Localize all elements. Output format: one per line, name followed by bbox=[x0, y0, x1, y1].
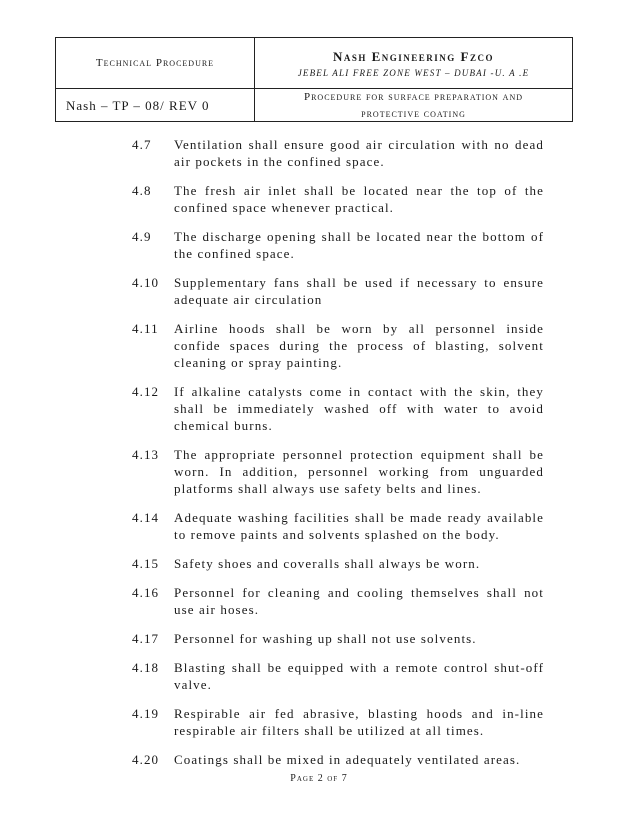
item-number: 4.9 bbox=[132, 229, 152, 244]
item-number: 4.13 bbox=[132, 447, 160, 462]
item-number: 4.8 bbox=[132, 183, 152, 198]
item-number: 4.20 bbox=[132, 752, 160, 767]
item-text: Supplementary fans shall be used if necessary to ensure adequate air circulation bbox=[174, 275, 544, 307]
list-item bbox=[132, 509, 544, 543]
list-item bbox=[132, 751, 544, 768]
document-header-table bbox=[55, 37, 573, 122]
item-text: If alkaline catalysts come in contact with the skin, they shall be immediately washed off with water to avoid chemical burns. bbox=[174, 384, 544, 433]
item-text: Coatings shall be mixed in adequately ventilated areas. bbox=[174, 752, 521, 767]
item-number: 4.15 bbox=[132, 556, 160, 571]
company-address: JEBEL ALI FREE ZONE WEST – DUBAI -U. A .E bbox=[297, 67, 530, 78]
item-text: The discharge opening shall be located near the bottom of the confined space. bbox=[174, 229, 544, 261]
item-text: Personnel for washing up shall not use solvents. bbox=[174, 631, 477, 646]
list-item bbox=[132, 555, 544, 572]
procedure-title-line2: protective coating bbox=[361, 107, 466, 120]
header-cell-doc-number bbox=[56, 89, 254, 122]
procedure-title-line1: Procedure for surface preparation and bbox=[303, 90, 524, 103]
header-cell-company bbox=[255, 38, 572, 88]
document-number: Nash – TP – 08/ REV 0 bbox=[66, 97, 210, 113]
item-text: Personnel for cleaning and cooling themselves shall not use air hoses. bbox=[174, 585, 544, 617]
item-number: 4.11 bbox=[132, 321, 159, 336]
item-number: 4.7 bbox=[132, 137, 152, 152]
item-text: Adequate washing facilities shall be made ready available to remove paints and solvents splashed on the body. bbox=[174, 510, 544, 542]
item-number: 4.14 bbox=[132, 510, 160, 525]
item-number: 4.12 bbox=[132, 384, 160, 399]
list-item bbox=[132, 584, 544, 618]
procedure-items-list bbox=[132, 136, 544, 780]
list-item bbox=[132, 182, 544, 216]
item-text: Airline hoods shall be worn by all personnel inside confide spaces during the process of blasting, solvent cleaning or spray painting. bbox=[174, 321, 544, 370]
page-number: Page 2 of 7 bbox=[290, 773, 348, 784]
item-text: Blasting shall be equipped with a remote control shut-off valve. bbox=[174, 660, 544, 692]
item-number: 4.18 bbox=[132, 660, 160, 675]
list-item bbox=[132, 705, 544, 739]
list-item bbox=[132, 630, 544, 647]
header-cell-procedure-title bbox=[255, 89, 572, 122]
list-item bbox=[132, 446, 544, 497]
item-number: 4.19 bbox=[132, 706, 160, 721]
page-footer bbox=[0, 773, 638, 784]
list-item bbox=[132, 136, 544, 170]
item-text: The appropriate personnel protection equipment shall be worn. In addition, personnel working from unguarded platforms shall always use safety belts and lines. bbox=[174, 447, 544, 496]
list-item bbox=[132, 228, 544, 262]
company-name: Nash Engineering Fzco bbox=[332, 48, 495, 64]
list-item bbox=[132, 274, 544, 308]
item-number: 4.16 bbox=[132, 585, 160, 600]
item-number: 4.17 bbox=[132, 631, 160, 646]
list-item bbox=[132, 320, 544, 371]
technical-procedure-label: Technical Procedure bbox=[95, 57, 215, 69]
item-text: Ventilation shall ensure good air circulation with no dead air pockets in the confined space. bbox=[174, 137, 544, 169]
header-cell-procedure-type bbox=[56, 38, 254, 88]
list-item bbox=[132, 383, 544, 434]
item-number: 4.10 bbox=[132, 275, 160, 290]
list-item bbox=[132, 659, 544, 693]
item-text: Respirable air fed abrasive, blasting hoods and in-line respirable air filters shall be utilized at all times. bbox=[174, 706, 544, 738]
item-text: The fresh air inlet shall be located near the top of the confined space whenever practical. bbox=[174, 183, 544, 215]
item-text: Safety shoes and coveralls shall always be worn. bbox=[174, 556, 481, 571]
